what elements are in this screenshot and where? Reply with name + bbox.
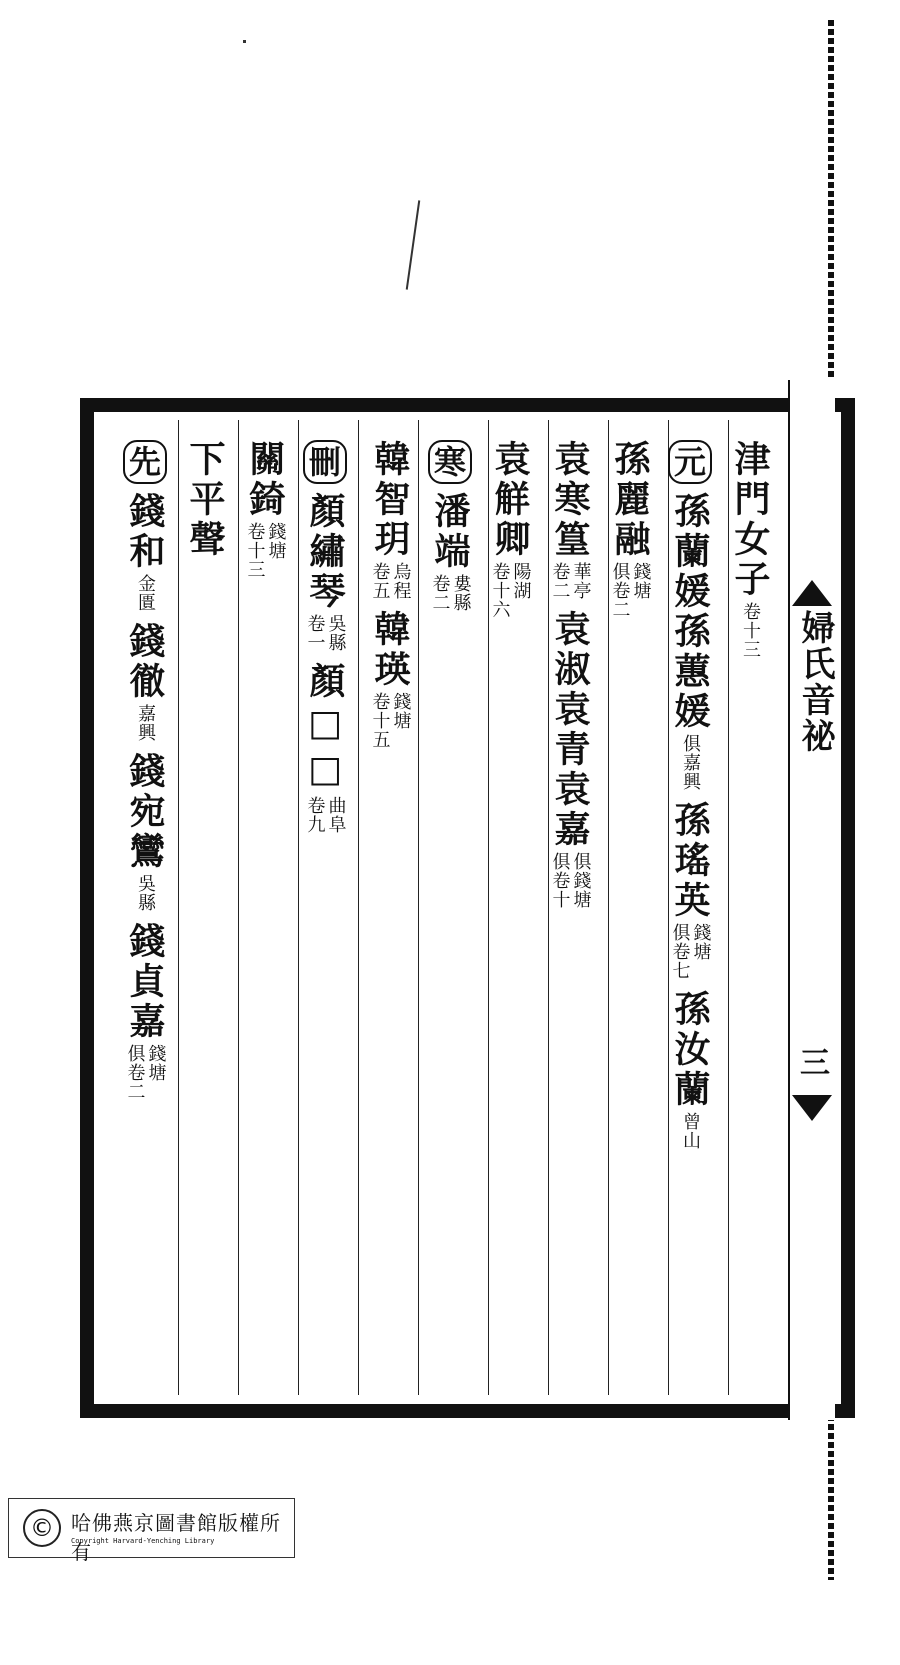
entry-name: 袁觧卿 xyxy=(489,440,531,560)
annotation-line: 卷十六 xyxy=(489,562,511,619)
annotation xyxy=(245,522,286,579)
annotation-line: 吳縣 xyxy=(325,614,347,652)
stamp-text-cn: 哈佛燕京圖書館版權所有 xyxy=(71,1511,281,1564)
entry-name: 孫汝蘭 xyxy=(669,990,711,1110)
annotation xyxy=(680,734,700,791)
text-column xyxy=(726,440,774,669)
annotation xyxy=(550,852,591,909)
column-rule xyxy=(418,420,419,1395)
text-column xyxy=(606,440,654,629)
annotation xyxy=(125,1044,166,1101)
column-rule xyxy=(238,420,239,1395)
stamp-text-en: Copyright Harvard-Yenching Library xyxy=(71,1537,215,1545)
annotation-line: 卷五 xyxy=(369,562,391,600)
entry-name: 錢貞嘉 xyxy=(124,922,166,1042)
rhyme-heading: 先 xyxy=(123,440,167,484)
entry-name: 下平聲 xyxy=(184,440,226,560)
column-rule xyxy=(298,420,299,1395)
annotation xyxy=(305,614,346,652)
annotation-line: 俱嘉興 xyxy=(680,734,701,791)
entry-name: 袁淑 xyxy=(549,610,591,690)
text-column xyxy=(301,440,349,844)
copyright-stamp xyxy=(8,1498,295,1564)
annotation-line: 華亭 xyxy=(570,562,592,600)
entry-name: 孫瑤英 xyxy=(669,801,711,921)
annotation-line: 俱卷七 xyxy=(669,923,691,980)
annotation-line: 錢塘 xyxy=(690,923,712,961)
ink-speck xyxy=(243,40,246,43)
annotation xyxy=(550,562,591,600)
page-number: 三 xyxy=(800,1046,830,1081)
text-column xyxy=(546,440,594,919)
annotation-line: 陽湖 xyxy=(510,562,532,600)
column-rule xyxy=(358,420,359,1395)
text-column xyxy=(181,440,229,560)
annotation xyxy=(135,574,155,612)
annotation-line: 錢塘 xyxy=(265,522,287,560)
annotation xyxy=(680,1112,700,1150)
entry-name: 顏繡琴 xyxy=(304,492,346,612)
entry-name: 韓瑛 xyxy=(369,610,411,690)
entry-name: 孫麗融 xyxy=(609,440,651,560)
annotation-line: 俱卷十 xyxy=(549,852,571,909)
annotation xyxy=(490,562,531,619)
entry-name: 關錡 xyxy=(244,440,286,520)
annotation-line: 曾山 xyxy=(680,1112,701,1150)
entry-name: 錢徹 xyxy=(124,622,166,702)
text-column xyxy=(241,440,289,589)
entry-name: 津門女子 xyxy=(729,440,771,600)
annotation-line: 婁縣 xyxy=(450,574,472,612)
entry-name: 袁嘉 xyxy=(549,770,591,850)
entry-name: 顏□□ xyxy=(304,662,346,794)
entry-name: 孫蕙媛 xyxy=(669,612,711,732)
rhyme-heading: 刪 xyxy=(303,440,347,484)
annotation xyxy=(610,562,651,619)
annotation xyxy=(135,874,155,912)
annotation xyxy=(370,562,411,600)
annotation xyxy=(135,704,155,742)
page-title: 婦氏音祕 xyxy=(795,610,835,754)
header-strip xyxy=(790,380,835,1420)
entry-name: 錢和 xyxy=(124,492,166,572)
entry-name: 袁青 xyxy=(549,690,591,770)
rhyme-heading: 元 xyxy=(668,440,712,484)
annotation-line: 卷二 xyxy=(429,574,451,612)
annotation-line: 卷九 xyxy=(304,796,326,834)
annotation xyxy=(430,574,471,612)
entry-name: 錢宛鸞 xyxy=(124,752,166,872)
header-rule xyxy=(788,380,790,1420)
fishtail-bottom-mark xyxy=(792,1095,832,1121)
annotation-line: 吳縣 xyxy=(135,874,156,912)
annotation-line: 俱錢塘 xyxy=(570,852,592,909)
annotation-line: 錢塘 xyxy=(145,1044,167,1082)
text-column xyxy=(121,440,169,1111)
annotation xyxy=(670,923,711,980)
annotation-line: 卷一 xyxy=(304,614,326,652)
text-column xyxy=(366,440,414,759)
annotation-line: 曲阜 xyxy=(325,796,347,834)
annotation xyxy=(740,602,760,659)
annotation-line: 卷十五 xyxy=(369,692,391,749)
text-column xyxy=(426,440,474,622)
annotation-line: 錢塘 xyxy=(390,692,412,730)
annotation xyxy=(305,796,346,834)
ink-mark xyxy=(406,200,421,289)
annotation-line: 金匱 xyxy=(135,574,156,612)
text-column xyxy=(666,440,714,1160)
entry-name: 孫蘭媛 xyxy=(669,492,711,612)
annotation-line: 俱卷二 xyxy=(609,562,631,619)
annotation-line: 卷十三 xyxy=(740,602,761,659)
text-column xyxy=(486,440,534,629)
annotation-line: 烏程 xyxy=(390,562,412,600)
fishtail-top-mark xyxy=(792,580,832,606)
column-rule xyxy=(178,420,179,1395)
entry-name: 韓智玥 xyxy=(369,440,411,560)
annotation xyxy=(370,692,411,749)
rhyme-heading: 寒 xyxy=(428,440,472,484)
annotation-line: 錢塘 xyxy=(630,562,652,600)
annotation-line: 嘉興 xyxy=(135,704,156,742)
copyright-icon: © xyxy=(23,1509,61,1547)
annotation-line: 卷十三 xyxy=(244,522,266,579)
entry-name: 潘端 xyxy=(429,492,471,572)
annotation-line: 俱卷二 xyxy=(124,1044,146,1101)
annotation-line: 卷二 xyxy=(549,562,571,600)
entry-name: 袁寒篁 xyxy=(549,440,591,560)
